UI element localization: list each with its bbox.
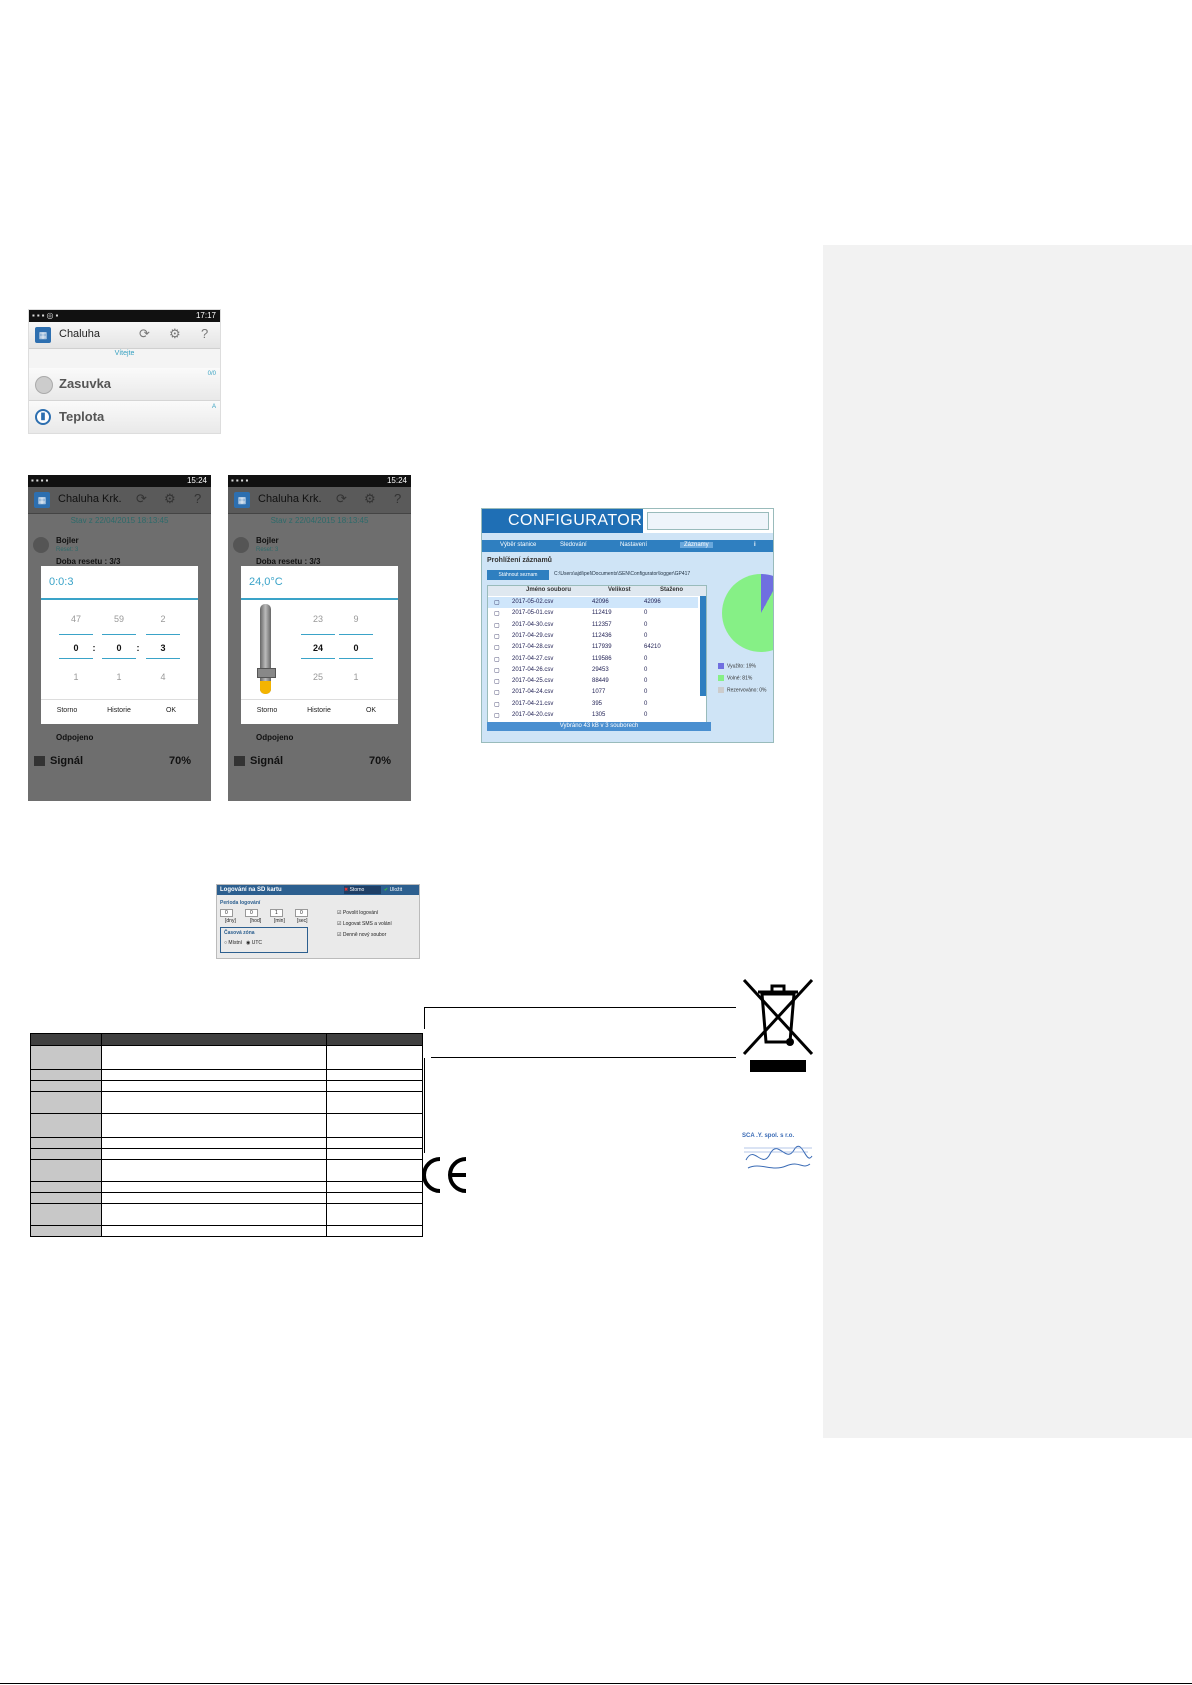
odpojeno-text: Odpojeno — [256, 733, 294, 742]
table-row — [31, 1138, 423, 1149]
row-checkbox[interactable]: ▢ — [494, 713, 500, 719]
app-title[interactable]: Chaluha Krk. — [58, 493, 122, 505]
item-doba: Doba resetu : 3/3 — [256, 557, 321, 566]
status-time: 17:17 — [195, 311, 216, 320]
signal-icon — [234, 756, 245, 766]
table-cell: 2017-05-02.csv — [512, 599, 554, 605]
historie-button[interactable]: Historie — [107, 707, 131, 714]
table-row[interactable] — [488, 699, 698, 710]
list-item-zasuvka[interactable] — [29, 368, 220, 401]
table-cell — [327, 1114, 423, 1138]
status-bar — [29, 310, 220, 322]
table-row[interactable] — [488, 676, 698, 687]
picker-above[interactable]: 59 — [113, 614, 124, 624]
table-cell — [31, 1114, 102, 1138]
divider-line — [424, 1007, 736, 1008]
period-field-minutes[interactable]: 1 — [270, 909, 283, 917]
table-cell: 2017-05-01.csv — [512, 610, 554, 617]
timezone-group — [220, 927, 308, 953]
thermometer-slider[interactable] — [260, 604, 271, 694]
item-icon — [33, 537, 49, 553]
gear-icon[interactable]: ⚙ — [169, 326, 181, 341]
table-cell — [102, 1034, 327, 1046]
picker-line — [59, 634, 93, 635]
table-cell — [327, 1204, 423, 1226]
table-cell: 2017-04-28.csv — [512, 644, 554, 651]
tab-zaznamy[interactable]: Záznamy — [680, 542, 713, 548]
table-cell: 395 — [592, 700, 603, 707]
table-cell — [327, 1092, 423, 1114]
close-icon: ✖ — [344, 887, 349, 893]
configurator-screenshot — [481, 508, 774, 743]
table-cell — [327, 1149, 423, 1160]
perioda-label: Perioda logování — [220, 900, 261, 906]
table-cell — [31, 1138, 102, 1149]
table-cell — [102, 1092, 327, 1114]
picker-value[interactable]: 24 — [312, 643, 323, 653]
dialog-divider — [241, 598, 398, 600]
help-icon[interactable]: ? — [201, 326, 209, 341]
table-cell: 119586 — [592, 655, 612, 662]
table-cell — [31, 1182, 102, 1193]
help-icon[interactable]: ? — [394, 491, 402, 506]
table-cell: 0 — [644, 700, 648, 707]
table-cell: 2017-04-30.csv — [512, 621, 554, 628]
table-cell — [31, 1046, 102, 1070]
tab-vyber-stanice[interactable]: Výběr stanice — [500, 542, 537, 548]
dialog-buttons — [41, 699, 198, 724]
picker-separator: : — [136, 643, 140, 653]
legend-free: Volné: 81% — [718, 675, 752, 681]
status-time: 15:24 — [186, 476, 207, 485]
table-header — [488, 586, 706, 596]
storno-button[interactable]: Storno — [256, 707, 278, 714]
table-cell — [327, 1046, 423, 1070]
picker-line — [301, 634, 335, 635]
table-cell: 0 — [644, 666, 648, 673]
refresh-icon[interactable]: ⟳ — [336, 491, 347, 506]
item-label: Teplota — [59, 409, 105, 424]
table-cell — [327, 1034, 423, 1046]
status-time: 15:24 — [386, 476, 407, 485]
dialog-title: 24,0°C — [249, 576, 283, 588]
socket-icon — [35, 376, 53, 394]
table-row — [31, 1193, 423, 1204]
table-row — [31, 1160, 423, 1182]
thermometer-handle[interactable] — [257, 668, 276, 678]
table-row — [31, 1149, 423, 1160]
table-cell: 112419 — [592, 610, 612, 617]
action-bar — [228, 487, 411, 514]
picker-line — [301, 658, 335, 659]
tab-sledovani[interactable]: Sledování — [560, 542, 587, 548]
ce-mark-icon — [420, 1155, 472, 1195]
tab-nastaveni[interactable]: Nastavení — [620, 542, 648, 548]
storno-button[interactable]: ✖ Storno — [344, 886, 381, 894]
table-cell — [102, 1070, 327, 1081]
table-cell: 1077 — [592, 689, 606, 696]
thermometer-icon: ▮ — [35, 409, 51, 425]
table-cell — [102, 1081, 327, 1092]
row-checkbox[interactable]: ▢ — [494, 679, 500, 686]
table-row[interactable] — [488, 710, 698, 721]
table-cell: 2017-04-20.csv — [512, 712, 554, 718]
app-icon[interactable]: ▦ — [234, 492, 250, 508]
divider-vertical — [424, 1058, 425, 1153]
table-cell: 42096 — [592, 599, 609, 605]
unit-label: [sec] — [297, 918, 308, 924]
table-cell: 112357 — [592, 621, 612, 628]
table-cell: 0 — [644, 632, 648, 639]
picker-below[interactable]: 1 — [73, 672, 79, 682]
row-checkbox[interactable]: ▢ — [494, 656, 500, 663]
table-cell — [102, 1182, 327, 1193]
table-cell — [31, 1070, 102, 1081]
status-icons: ▪▪▪▪ — [31, 476, 51, 485]
section-title: Prohlížení záznamů — [487, 557, 552, 564]
divider-line — [431, 1057, 736, 1058]
picker-below[interactable]: 4 — [160, 672, 166, 682]
table-row[interactable] — [488, 642, 698, 653]
table-cell — [102, 1138, 327, 1149]
signal-value: 70% — [368, 755, 391, 767]
table-cell: 2017-04-21.csv — [512, 700, 554, 707]
phone-screenshot-temperature — [228, 475, 411, 801]
configurator-tabs — [482, 540, 773, 552]
table-row[interactable] — [488, 620, 698, 631]
unit-label: [hod] — [250, 918, 262, 924]
storno-button[interactable]: Storno — [56, 707, 78, 714]
table-cell: 2017-04-27.csv — [512, 655, 554, 662]
legend-used: Využito: 19% — [718, 663, 756, 669]
table-cell: 0 — [644, 655, 648, 662]
period-field-seconds[interactable]: 0 — [295, 909, 308, 917]
table-cell: 0 — [644, 678, 648, 685]
item-reset: Reset: 3 — [256, 547, 279, 553]
signal-value: 70% — [168, 755, 191, 767]
dialog-buttons — [241, 699, 398, 724]
picker-below[interactable]: 1 — [353, 672, 359, 682]
table-cell: 2017-04-24.csv — [512, 689, 554, 696]
signal-label: Signál — [250, 755, 284, 767]
table-cell — [102, 1204, 327, 1226]
table-cell: 29453 — [592, 666, 609, 673]
checkbox-povolit[interactable]: ☑ Povolit logování — [337, 910, 379, 916]
table-cell — [102, 1160, 327, 1182]
table-cell — [102, 1114, 327, 1138]
period-field-days[interactable]: 0 — [220, 909, 233, 917]
legend-reserved: Rezervováno: 0% — [718, 687, 766, 693]
item-name: Bojler — [256, 536, 279, 545]
refresh-icon[interactable]: ⟳ — [136, 491, 147, 506]
odpojeno-text: Odpojeno — [56, 733, 94, 742]
picker-value[interactable]: 0 — [73, 643, 79, 653]
table-cell — [31, 1193, 102, 1204]
app-title[interactable]: Chaluha — [59, 328, 100, 340]
table-row — [31, 1046, 423, 1070]
table-cell — [31, 1160, 102, 1182]
table-row[interactable] — [488, 687, 698, 698]
selection-summary: Vybráno 43 kB v 3 souborech — [487, 722, 711, 731]
picker-value[interactable]: 0 — [353, 643, 359, 653]
row-checkbox[interactable]: ▢ — [494, 622, 500, 629]
ok-button[interactable]: OK — [165, 707, 177, 714]
action-bar — [29, 322, 220, 349]
table-cell: 42096 — [644, 599, 661, 605]
row-checkbox[interactable]: ▢ — [494, 611, 500, 618]
table-cell: 117939 — [592, 644, 612, 651]
table-row — [31, 1114, 423, 1138]
picker-below[interactable]: 1 — [116, 672, 122, 682]
table-row — [31, 1182, 423, 1193]
column-header[interactable]: Staženo — [660, 587, 684, 593]
table-cell — [31, 1034, 102, 1046]
picker-above[interactable]: 47 — [70, 614, 81, 624]
table-cell: 0 — [644, 689, 648, 696]
timezone-local-radio[interactable]: ○ Místní — [224, 940, 243, 946]
timer-dialog — [41, 566, 198, 724]
table-scrollbar[interactable] — [700, 596, 706, 696]
comment-sidebar — [823, 245, 1192, 1438]
picker-above[interactable]: 2 — [160, 614, 166, 624]
table-cell — [327, 1193, 423, 1204]
item-tag: 0/0 — [207, 371, 216, 377]
table-cell — [102, 1193, 327, 1204]
spec-table — [30, 1033, 423, 1237]
table-cell — [327, 1070, 423, 1081]
status-date: Stav z 22/04/2015 18:13:45 — [70, 516, 169, 525]
file-table — [487, 585, 707, 727]
table-cell — [327, 1081, 423, 1092]
table-row[interactable] — [488, 597, 698, 608]
table-row — [31, 1226, 423, 1237]
dialog-title: Logování na SD kartu — [217, 885, 419, 895]
item-name: Bojler — [56, 536, 79, 545]
device-info-panel — [647, 512, 769, 530]
table-cell: 88449 — [592, 678, 609, 685]
table-cell — [327, 1160, 423, 1182]
app-icon[interactable]: ▦ — [35, 327, 51, 343]
timezone-label: Časová zóna — [224, 930, 255, 936]
gear-icon[interactable]: ⚙ — [364, 491, 376, 506]
item-tag: A — [211, 404, 216, 410]
folder-path: C:\Users\ajdi\pel\Documents\SEN\Configurator\logger\GP417 — [554, 571, 691, 577]
timezone-utc-radio[interactable]: ◉ UTC — [246, 940, 263, 946]
picker-line — [102, 658, 136, 659]
picker-below[interactable]: 25 — [312, 672, 323, 682]
checkbox-novy-soubor[interactable]: ☑ Denně nový soubor — [337, 932, 387, 938]
table-row — [31, 1092, 423, 1114]
picker-value[interactable]: 3 — [160, 643, 166, 653]
phone-screenshot-main — [28, 309, 221, 434]
action-bar — [28, 487, 211, 514]
table-cell — [327, 1138, 423, 1149]
picker-line — [102, 634, 136, 635]
table-cell: 2017-04-25.csv — [512, 678, 554, 685]
temperature-dialog — [241, 566, 398, 724]
configurator-logo: CONFIGURATOR — [482, 509, 643, 533]
period-field-hours[interactable]: 0 — [245, 909, 258, 917]
gear-icon[interactable]: ⚙ — [164, 491, 176, 506]
table-row[interactable] — [488, 631, 698, 642]
row-checkbox[interactable]: ▢ — [494, 701, 500, 708]
dialog-title: 0:0:3 — [49, 576, 74, 588]
ok-button[interactable]: OK — [365, 707, 377, 714]
save-button[interactable]: ✔ Uložit — [384, 886, 417, 894]
table-cell: 0 — [644, 621, 648, 628]
table-cell — [31, 1204, 102, 1226]
item-icon — [233, 537, 249, 553]
app-title[interactable]: Chaluha Krk. — [258, 493, 322, 505]
table-cell: 2017-04-26.csv — [512, 666, 554, 673]
picker-value[interactable]: 0 — [116, 643, 122, 653]
dialog-divider — [41, 598, 198, 600]
historie-button[interactable]: Historie — [307, 707, 331, 714]
signature-icon — [742, 1140, 814, 1174]
column-header[interactable]: Velikost — [608, 587, 631, 593]
table-cell: 0 — [644, 610, 648, 617]
row-checkbox[interactable]: ▢ — [494, 633, 500, 640]
phone-screenshot-timer — [28, 475, 211, 801]
table-row[interactable] — [488, 665, 698, 676]
refresh-icon[interactable]: ⟳ — [139, 326, 150, 341]
picker-above[interactable]: 23 — [312, 614, 323, 624]
item-reset: Reset: 3 — [56, 547, 79, 553]
table-cell — [31, 1226, 102, 1237]
table-cell — [31, 1081, 102, 1092]
picker-line — [59, 658, 93, 659]
table-cell — [31, 1092, 102, 1114]
picker-above[interactable]: 9 — [353, 614, 359, 624]
table-cell: 64210 — [644, 644, 661, 651]
table-cell — [327, 1226, 423, 1237]
divider-vertical — [424, 1007, 425, 1029]
status-bar — [28, 475, 211, 487]
stamp-text: SCA .Y. spol. s r.o. — [742, 1133, 795, 1139]
app-icon[interactable]: ▦ — [34, 492, 50, 508]
row-checkbox[interactable]: ▢ — [494, 667, 500, 674]
company-stamp — [742, 1133, 814, 1177]
picker-line — [339, 634, 373, 635]
sd-logging-dialog — [216, 884, 420, 959]
table-header-row — [31, 1034, 423, 1046]
item-doba: Doba resetu : 3/3 — [56, 557, 121, 566]
info-icon[interactable]: i — [754, 542, 756, 548]
status-icons: ▪▪▪▪ — [231, 476, 251, 485]
table-row[interactable] — [488, 608, 698, 619]
table-cell — [102, 1046, 327, 1070]
help-icon[interactable]: ? — [194, 491, 202, 506]
picker-separator: : — [92, 643, 96, 653]
unit-label: [min] — [274, 918, 285, 924]
configurator-header — [482, 509, 773, 533]
table-cell — [102, 1149, 327, 1160]
table-row — [31, 1070, 423, 1081]
picker-line — [146, 634, 180, 635]
download-list-button[interactable]: Stáhnout seznam — [487, 570, 549, 580]
table-cell: 2017-04-29.csv — [512, 632, 554, 639]
row-checkbox[interactable]: ▢ — [494, 645, 500, 652]
picker-line — [146, 658, 180, 659]
item-label: Zasuvka — [59, 376, 112, 391]
page-bottom-line — [0, 1683, 1192, 1684]
table-cell: 0 — [644, 712, 648, 718]
picker-line — [339, 658, 373, 659]
welcome-text: Vítejte — [114, 350, 135, 357]
storage-pie-chart — [722, 574, 774, 652]
row-checkbox[interactable]: ▢ — [494, 600, 500, 606]
status-bar — [228, 475, 411, 487]
thermometer-fill — [260, 681, 271, 695]
signal-label: Signál — [50, 755, 84, 767]
checkbox-sms[interactable]: ☑ Logovat SMS a volání — [337, 921, 392, 927]
status-date: Stav z 22/04/2015 18:13:45 — [270, 516, 369, 525]
signal-icon — [34, 756, 45, 766]
weee-bin-icon — [740, 978, 816, 1074]
table-cell — [102, 1226, 327, 1237]
table-cell: 112436 — [592, 632, 612, 639]
table-cell — [31, 1149, 102, 1160]
status-icons: ▪▪▪◎▪ — [32, 311, 61, 320]
table-cell: 1305 — [592, 712, 606, 718]
table-row — [31, 1204, 423, 1226]
table-cell — [327, 1182, 423, 1193]
column-header[interactable]: Jméno souboru — [526, 587, 572, 593]
check-icon: ✔ — [384, 887, 389, 893]
unit-label: [dny] — [225, 918, 236, 924]
row-checkbox[interactable]: ▢ — [494, 690, 500, 697]
table-row[interactable] — [488, 654, 698, 665]
list-item-teplota[interactable] — [29, 401, 220, 434]
table-row — [31, 1081, 423, 1092]
